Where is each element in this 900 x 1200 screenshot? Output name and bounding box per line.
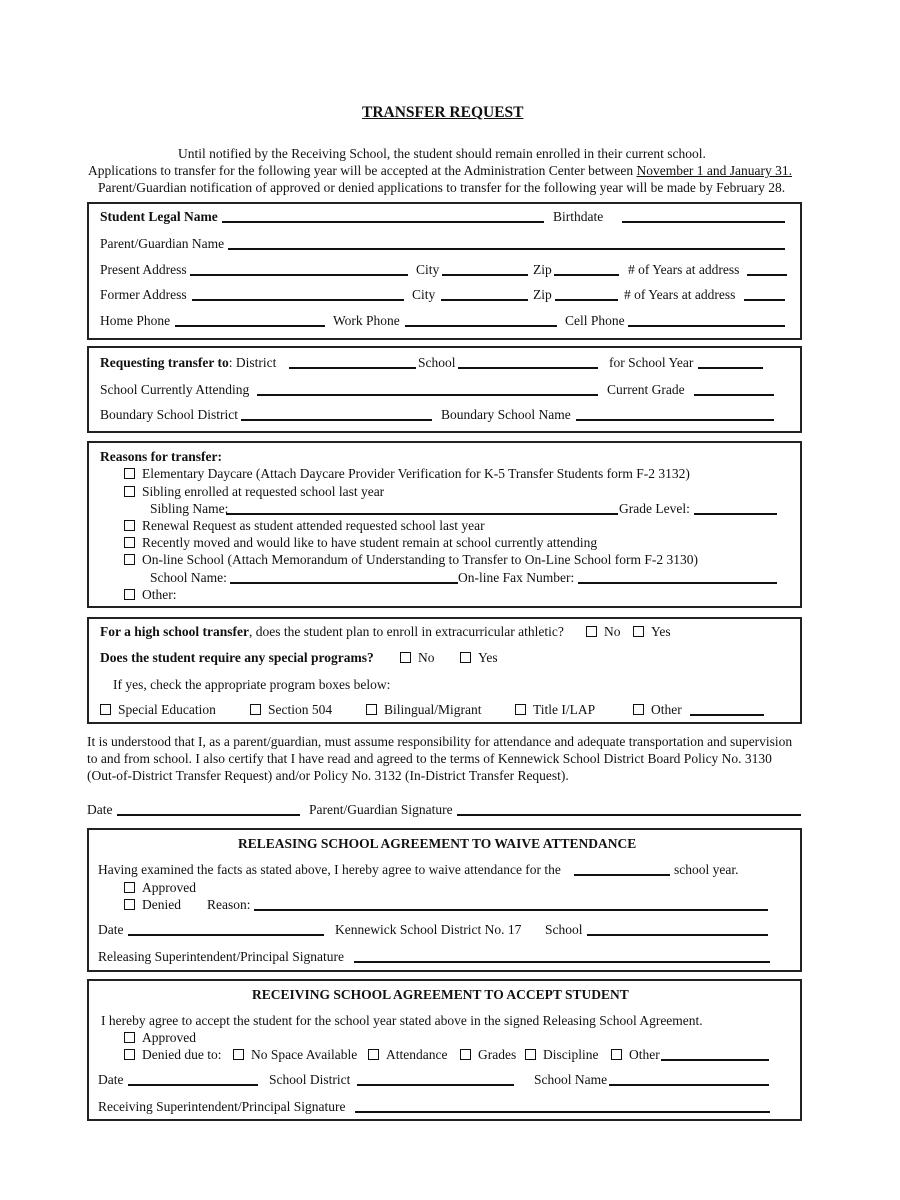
reason-renewal[interactable] bbox=[124, 518, 485, 534]
intro-dates: November 1 and January 31. bbox=[636, 163, 793, 178]
birthdate-field[interactable] bbox=[622, 221, 785, 223]
requested-school-field[interactable] bbox=[458, 367, 598, 369]
bilingual-label: Bilingual/Migrant bbox=[384, 702, 482, 717]
receiving-text: I hereby agree to accept the student for the school year stated above in the signed Releasing School Agreement. bbox=[101, 1013, 703, 1028]
receiving-date-field[interactable] bbox=[128, 1084, 258, 1086]
cell-phone-label: Cell Phone bbox=[565, 313, 625, 328]
athletic-yes-checkbox[interactable] bbox=[633, 626, 644, 637]
receiving-denied-option[interactable] bbox=[124, 1047, 221, 1063]
sibling-text: Sibling enrolled at requested school last year bbox=[142, 484, 385, 499]
receiving-signature-label: Receiving Superintendent/Principal Signature bbox=[98, 1099, 346, 1114]
present-zip-label: Zip bbox=[533, 262, 552, 277]
receiving-school-name-label: School Name bbox=[534, 1072, 608, 1087]
grades-checkbox[interactable] bbox=[460, 1049, 471, 1060]
elementary-checkbox[interactable] bbox=[124, 468, 135, 479]
home-phone-field[interactable] bbox=[175, 325, 325, 327]
attendance-label: Attendance bbox=[386, 1047, 448, 1062]
title-lap-option[interactable] bbox=[515, 702, 595, 718]
online-checkbox[interactable] bbox=[124, 554, 135, 565]
requesting-label: Requesting transfer to bbox=[100, 355, 229, 370]
receiving-denied-label: Denied due to: bbox=[142, 1047, 222, 1062]
reason-moved[interactable] bbox=[124, 535, 597, 551]
no-space-option[interactable] bbox=[233, 1047, 357, 1063]
receiving-school-name-field[interactable] bbox=[609, 1084, 769, 1086]
other-reason-checkbox[interactable] bbox=[124, 589, 135, 600]
elementary-text: Elementary Daycare (Attach Daycare Provider Verification for K-5 Transfer Students form F-2 3132) bbox=[142, 466, 690, 481]
receiving-district-label: School District bbox=[269, 1072, 351, 1087]
former-address-label: Former Address bbox=[100, 287, 187, 302]
releasing-district: Kennewick School District No. 17 bbox=[335, 922, 522, 937]
special-programs-question: Does the student require any special programs? bbox=[100, 650, 374, 665]
work-phone-label: Work Phone bbox=[333, 313, 400, 328]
current-grade-field[interactable] bbox=[694, 394, 774, 396]
moved-text: Recently moved and would like to have student remain at school currently attending bbox=[142, 535, 598, 550]
waive-school-year-label: school year. bbox=[674, 862, 739, 877]
special-ed-checkbox[interactable] bbox=[100, 704, 111, 715]
bilingual-checkbox[interactable] bbox=[366, 704, 377, 715]
receiving-header: RECEIVING SCHOOL AGREEMENT TO ACCEPT STUDENT bbox=[252, 987, 629, 1002]
former-years-label: # of Years at address bbox=[624, 287, 736, 302]
discipline-option[interactable] bbox=[525, 1047, 599, 1063]
releasing-school-label: School bbox=[545, 922, 583, 937]
bilingual-option[interactable] bbox=[366, 702, 482, 718]
present-years-field[interactable] bbox=[747, 274, 787, 276]
sibling-name-field[interactable] bbox=[226, 513, 618, 515]
attendance-checkbox[interactable] bbox=[368, 1049, 379, 1060]
student-legal-name-field[interactable] bbox=[222, 221, 544, 223]
releasing-signature-label: Releasing Superintendent/Principal Signature bbox=[98, 949, 344, 964]
present-address-label: Present Address bbox=[100, 262, 187, 277]
school-year-label: for School Year bbox=[609, 355, 694, 370]
releasing-approved-label: Approved bbox=[142, 880, 196, 895]
section-504-option[interactable] bbox=[250, 702, 332, 718]
releasing-signature-field[interactable] bbox=[354, 961, 770, 963]
check-boxes-instruction: If yes, check the appropriate program boxes below: bbox=[113, 677, 391, 692]
releasing-date-label: Date bbox=[98, 922, 124, 937]
reason-other[interactable] bbox=[124, 587, 177, 603]
no-space-label: No Space Available bbox=[251, 1047, 358, 1062]
reason-field[interactable] bbox=[254, 909, 768, 911]
special-no-option[interactable] bbox=[400, 650, 435, 666]
statement-line-2: to and from school. I also certify that I have read and agreed to the terms of Kennewick School District Board Policy No. 3130 bbox=[87, 751, 772, 766]
intro-line-3: Parent/Guardian notification of approved or denied applications to transfer for the following year will be made by February 28. bbox=[98, 180, 786, 195]
renewal-text: Renewal Request as student attended requested school last year bbox=[142, 518, 485, 533]
currently-attending-label: School Currently Attending bbox=[100, 382, 250, 397]
athletic-yes-label: Yes bbox=[651, 624, 671, 639]
releasing-date-field[interactable] bbox=[128, 934, 324, 936]
grade-level-label: Grade Level: bbox=[619, 501, 690, 516]
present-city-label: City bbox=[416, 262, 440, 277]
reason-online[interactable] bbox=[124, 552, 698, 568]
releasing-approved-option[interactable] bbox=[124, 880, 196, 896]
student-legal-name-label: Student Legal Name bbox=[100, 209, 218, 224]
releasing-approved-checkbox[interactable] bbox=[124, 882, 135, 893]
hs-transfer-text: , does the student plan to enroll in extracurricular athletic? bbox=[249, 624, 564, 639]
section-504-checkbox[interactable] bbox=[250, 704, 261, 715]
receiving-date-label: Date bbox=[98, 1072, 124, 1087]
receiving-district-field[interactable] bbox=[357, 1084, 514, 1086]
receiving-other-option[interactable] bbox=[611, 1047, 660, 1063]
current-grade-label: Current Grade bbox=[607, 382, 685, 397]
work-phone-field[interactable] bbox=[405, 325, 557, 327]
parent-signature-field[interactable] bbox=[457, 814, 801, 816]
special-no-label: No bbox=[418, 650, 435, 665]
receiving-approved-label: Approved bbox=[142, 1030, 196, 1045]
parent-signature-label: Parent/Guardian Signature bbox=[309, 802, 453, 817]
reason-label: Reason: bbox=[207, 897, 251, 912]
hs-transfer-question bbox=[100, 624, 564, 640]
program-other-label: Other bbox=[651, 702, 682, 717]
currently-attending-field[interactable] bbox=[257, 394, 598, 396]
waive-school-year-field[interactable] bbox=[574, 874, 670, 876]
receiving-approved-option[interactable] bbox=[124, 1030, 196, 1046]
releasing-denied-checkbox[interactable] bbox=[124, 899, 135, 910]
releasing-school-field[interactable] bbox=[587, 934, 768, 936]
releasing-denied-option[interactable] bbox=[124, 897, 181, 913]
grades-option[interactable] bbox=[460, 1047, 516, 1063]
school-name-label: School Name: bbox=[150, 570, 227, 585]
receiving-approved-checkbox[interactable] bbox=[124, 1032, 135, 1043]
receiving-other-checkbox[interactable] bbox=[611, 1049, 622, 1060]
hs-transfer-bold: For a high school transfer bbox=[100, 624, 249, 639]
online-fax-label: On-line Fax Number: bbox=[458, 570, 575, 585]
athletic-yes-option[interactable] bbox=[633, 624, 671, 640]
special-yes-option[interactable] bbox=[460, 650, 498, 666]
requested-district-field[interactable] bbox=[289, 367, 416, 369]
section-504-label: Section 504 bbox=[268, 702, 333, 717]
attendance-option[interactable] bbox=[368, 1047, 447, 1063]
school-year-field[interactable] bbox=[698, 367, 763, 369]
intro-line-2-text: Applications to transfer for the following year will be accepted at the Administration Center between bbox=[88, 163, 637, 178]
home-phone-label: Home Phone bbox=[100, 313, 171, 328]
releasing-text: Having examined the facts as stated above, I hereby agree to waive attendance for the bbox=[98, 862, 561, 877]
former-city-label: City bbox=[412, 287, 436, 302]
receiving-denied-checkbox[interactable] bbox=[124, 1049, 135, 1060]
statement-line-3: (Out-of-District Transfer Request) and/or Policy No. 3132 (In-District Transfer Request). bbox=[87, 768, 569, 783]
special-ed-option[interactable] bbox=[100, 702, 216, 718]
releasing-denied-label: Denied bbox=[142, 897, 181, 912]
boundary-district-field[interactable] bbox=[241, 419, 432, 421]
grade-level-field[interactable] bbox=[694, 513, 777, 515]
birthdate-label: Birthdate bbox=[553, 209, 604, 224]
special-no-checkbox[interactable] bbox=[400, 652, 411, 663]
reason-elementary[interactable] bbox=[124, 466, 690, 482]
moved-checkbox[interactable] bbox=[124, 537, 135, 548]
program-other-field[interactable] bbox=[690, 714, 764, 716]
discipline-checkbox[interactable] bbox=[525, 1049, 536, 1060]
reason-sibling[interactable] bbox=[124, 484, 384, 500]
page-title: TRANSFER REQUEST bbox=[362, 104, 524, 121]
present-city-field[interactable] bbox=[442, 274, 528, 276]
parent-name-field[interactable] bbox=[228, 248, 785, 250]
releasing-header: RELEASING SCHOOL AGREEMENT TO WAIVE ATTENDANCE bbox=[238, 836, 637, 851]
former-zip-label: Zip bbox=[533, 287, 552, 302]
sibling-checkbox[interactable] bbox=[124, 486, 135, 497]
reasons-header: Reasons for transfer: bbox=[100, 449, 222, 464]
online-fax-field[interactable] bbox=[578, 582, 777, 584]
parent-name-label: Parent/Guardian Name bbox=[100, 236, 225, 251]
requested-school-label: School bbox=[418, 355, 456, 370]
online-text: On-line School (Attach Memorandum of Understanding to Transfer to On-Line School form F-2 3130) bbox=[142, 552, 699, 567]
former-zip-field[interactable] bbox=[555, 299, 618, 301]
grades-label: Grades bbox=[478, 1047, 517, 1062]
boundary-name-label: Boundary School Name bbox=[441, 407, 571, 422]
present-years-label: # of Years at address bbox=[628, 262, 740, 277]
special-ed-label: Special Education bbox=[118, 702, 216, 717]
parent-date-label: Date bbox=[87, 802, 113, 817]
no-space-checkbox[interactable] bbox=[233, 1049, 244, 1060]
title-lap-checkbox[interactable] bbox=[515, 704, 526, 715]
former-address-field[interactable] bbox=[192, 299, 404, 301]
other-reason-text: Other: bbox=[142, 587, 177, 602]
sibling-name-label: Sibling Name: bbox=[150, 501, 229, 516]
parent-date-field[interactable] bbox=[117, 814, 300, 816]
cell-phone-field[interactable] bbox=[628, 325, 785, 327]
requesting-row bbox=[100, 355, 276, 371]
former-years-field[interactable] bbox=[744, 299, 785, 301]
program-other-option[interactable] bbox=[633, 702, 682, 718]
athletic-no-checkbox[interactable] bbox=[586, 626, 597, 637]
athletic-no-option[interactable] bbox=[586, 624, 621, 640]
online-school-name-field[interactable] bbox=[230, 582, 458, 584]
program-other-checkbox[interactable] bbox=[633, 704, 644, 715]
statement-line-1: It is understood that I, as a parent/guardian, must assume responsibility for attendance and adequate transportation and supervision bbox=[87, 734, 793, 749]
athletic-no-label: No bbox=[604, 624, 621, 639]
receiving-signature-field[interactable] bbox=[355, 1111, 770, 1113]
boundary-district-label: Boundary School District bbox=[100, 407, 238, 422]
boundary-name-field[interactable] bbox=[576, 419, 774, 421]
title-lap-label: Title I/LAP bbox=[533, 702, 596, 717]
intro-line-2 bbox=[88, 163, 792, 179]
discipline-label: Discipline bbox=[543, 1047, 599, 1062]
special-yes-label: Yes bbox=[478, 650, 498, 665]
present-address-field[interactable] bbox=[190, 274, 408, 276]
renewal-checkbox[interactable] bbox=[124, 520, 135, 531]
present-zip-field[interactable] bbox=[554, 274, 619, 276]
receiving-other-field[interactable] bbox=[661, 1059, 769, 1061]
receiving-other-label: Other bbox=[629, 1047, 660, 1062]
special-yes-checkbox[interactable] bbox=[460, 652, 471, 663]
district-label: : District bbox=[228, 355, 277, 370]
former-city-field[interactable] bbox=[441, 299, 528, 301]
intro-line-1: Until notified by the Receiving School, the student should remain enrolled in their current school. bbox=[178, 146, 706, 161]
